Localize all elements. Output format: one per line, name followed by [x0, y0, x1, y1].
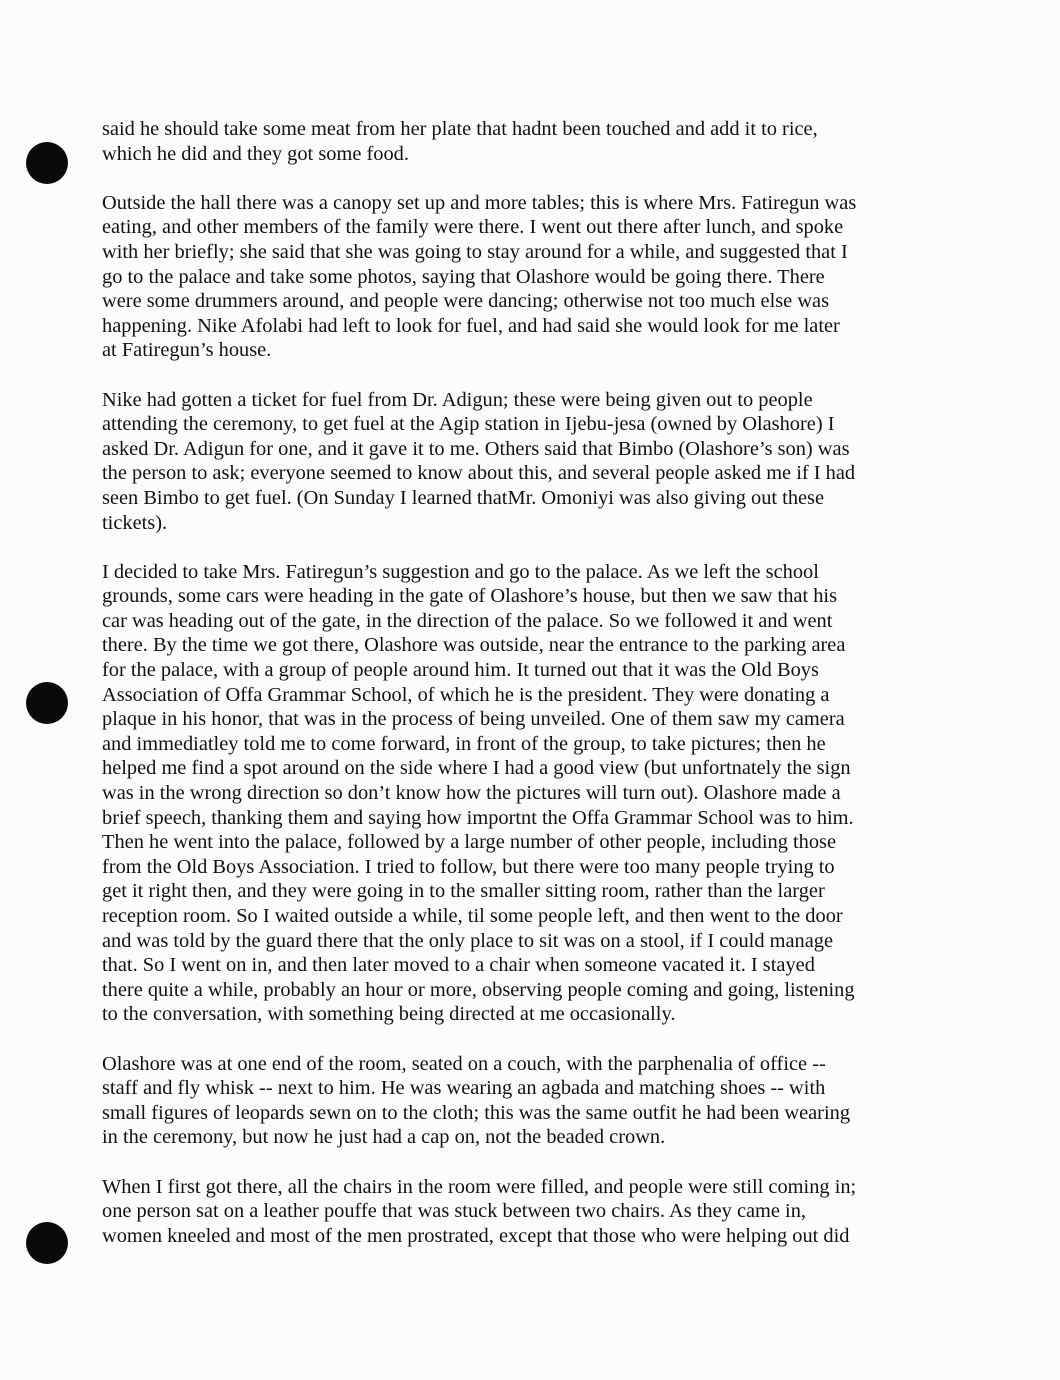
paragraph [102, 1052, 932, 1150]
text-line: with her briefly; she said that she was going to stay around for a while, and suggested that I [102, 240, 848, 263]
text-line: get it right then, and they were going in to the smaller sitting room, rather than the larger [102, 880, 825, 903]
text-line: I decided to take Mrs. Fatiregun’s suggestion and go to the palace. As we left the school [102, 560, 819, 583]
text-line: Outside the hall there was a canopy set up and more tables; this is where Mrs. Fatiregun was [102, 191, 857, 214]
text-line: Then he went into the palace, followed by a large number of other people, including those [102, 831, 837, 854]
text-line: women kneeled and most of the men prostrated, except that those who were helping out did [102, 1224, 850, 1247]
text-line: Olashore was at one end of the room, seated on a couch, with the parphenalia of office -- [102, 1052, 826, 1075]
text-line: When I first got there, all the chairs in the room were filled, and people were still coming in; [102, 1175, 857, 1198]
document-body [102, 117, 932, 1273]
text-line: car was heading out of the gate, in the direction of the palace. So we followed it and went [102, 609, 833, 632]
text-line: grounds, some cars were heading in the gate of Olashore’s house, but then we saw that his [102, 585, 838, 608]
text-line: was in the wrong direction so don’t know how the pictures will turn out). Olashore made a [102, 782, 841, 805]
text-line: to the conversation, with something being directed at me occasionally. [102, 1003, 676, 1026]
text-line: that. So I went on in, and then later moved to a chair when someone vacated it. I stayed [102, 954, 815, 977]
text-line: and immediatley told me to come forward, in front of the group, to take pictures; then he [102, 732, 826, 755]
text-line: were some drummers around, and people were dancing; otherwise not too much else was [102, 290, 830, 313]
text-line: small figures of leopards sewn on to the cloth; this was the same outfit he had been wearing [102, 1101, 851, 1124]
text-line: which he did and they got some food. [102, 142, 409, 165]
text-line: reception room. So I waited outside a while, til some people left, and then went to the door [102, 905, 843, 927]
paragraph [102, 117, 932, 166]
text-line: staff and fly whisk -- next to him. He was wearing an agbada and matching shoes -- with [102, 1077, 826, 1100]
text-line: the person to ask; everyone seemed to know about this, and several people asked me if I had [102, 462, 856, 485]
paragraph [102, 560, 932, 1027]
text-line: in the ceremony, but now he just had a cap on, not the beaded crown. [102, 1126, 666, 1149]
text-line: Association of Offa Grammar School, of which he is the president. They were donating a [102, 683, 830, 706]
text-line: for the palace, with a group of people around him. It turned out that it was the Old Boys [102, 659, 819, 682]
punch-hole-middle [26, 682, 68, 724]
text-line: from the Old Boys Association. I tried to follow, but there were too many people trying to [102, 855, 835, 878]
paragraph [102, 1175, 932, 1249]
text-line: seen Bimbo to get fuel. (On Sunday I learned thatMr. Omoniyi was also giving out these [102, 486, 825, 509]
text-line: Nike had gotten a ticket for fuel from Dr. Adigun; these were being given out to people [102, 388, 813, 411]
paragraph [102, 191, 932, 363]
text-line: said he should take some meat from her plate that hadnt been touched and add it to rice, [102, 118, 818, 140]
text-line: there. By the time we got there, Olashore was outside, near the entrance to the parking area [102, 634, 846, 657]
text-line: and was told by the guard there that the only place to sit was on a stool, if I could manage [102, 929, 834, 952]
text-line: helped me find a spot around on the side where I had a good view (but unfortnately the sign [102, 757, 851, 780]
text-line: at Fatiregun’s house. [102, 339, 272, 362]
text-line: happening. Nike Afolabi had left to look for fuel, and had said she would look for me later [102, 314, 840, 337]
text-line: tickets). [102, 511, 168, 534]
text-line: asked Dr. Adigun for one, and it gave it to me. Others said that Bimbo (Olashore’s son) was [102, 437, 850, 460]
text-line: brief speech, thanking them and saying how importnt the Offa Grammar School was to him. [102, 806, 854, 829]
text-line: eating, and other members of the family were there. I went out there after lunch, and spoke [102, 216, 844, 239]
punch-hole-bottom [26, 1222, 68, 1264]
text-line: attending the ceremony, to get fuel at the Agip station in Ijebu-jesa (owned by Olashore) I [102, 413, 835, 436]
text-line: plaque in his honor, that was in the process of being unveiled. One of them saw my camera [102, 708, 845, 731]
text-line: there quite a while, probably an hour or more, observing people coming and going, listening [102, 978, 855, 1001]
paragraph [102, 388, 932, 536]
punch-hole-top [26, 142, 68, 184]
text-line: one person sat on a leather pouffe that was stuck between two chairs. As they came in, [102, 1200, 807, 1223]
text-line: go to the palace and take some photos, saying that Olashore would be going there. There [102, 265, 825, 288]
